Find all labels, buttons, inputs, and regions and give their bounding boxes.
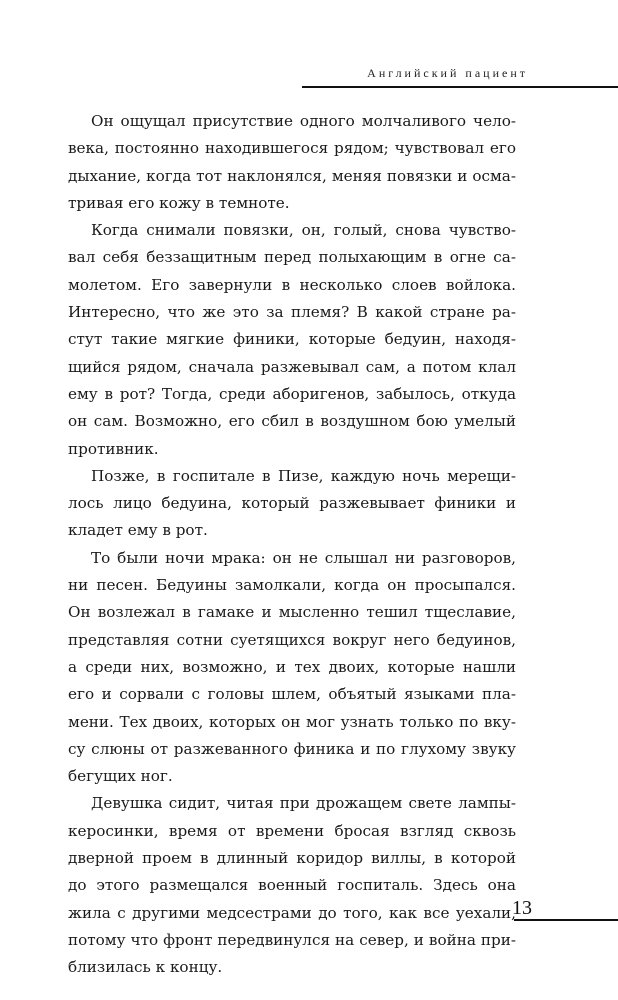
paragraph-4: То были ночи мрака: он не слышал ни разговоров, ни песен. Бедуины замолкали, когда он просыпался. Он возлежал в гамаке и мысленно тешил тщеславие, представляя сотни суетящихся вокруг него бедуинов, а среди них, возможно, и тех двоих, которые нашли его и сорвали с головы шлем, объятый языками пламени. Тех двоих, которых он мог узнать только по вкусу слюны от разжеванного финика и по глухому звуку бегущих ног.	[68, 548, 516, 786]
paragraph-1: Он ощущал присутствие одного молчаливого человека, постоянно находившегося рядом; чувствовал его дыхание, когда тот наклонялся, меняя повязки и осматривая его кожу в темноте.	[68, 112, 516, 212]
running-head-title: Английский пациент	[367, 66, 528, 80]
header-rule	[302, 86, 618, 88]
footer-rule	[514, 919, 618, 921]
page-number: 13	[512, 897, 532, 919]
body-text	[68, 108, 516, 982]
paragraph-2: Когда снимали повязки, он, голый, снова чувствовал себя беззащитным перед полыхающим в огне самолетом. Его завернули в несколько слоев войлока. Интересно, что же это за племя? В какой стране растут такие мягкие финики, которые бедуин, находящийся рядом, сначала разжевывал сам, а потом клал ему в рот? Тогда, среди аборигенов, забылось, откуда он сам. Возможно, его сбил в воздушном бою умелый противник.	[68, 221, 516, 458]
paragraph-3: Позже, в госпитале в Пизе, каждую ночь мерещилось лицо бедуина, который разжевывает финики и кладет ему в рот.	[68, 466, 516, 540]
paragraph-5: Девушка сидит, читая при дрожащем свете лампы-керосинки, время от времени бросая взгляд сквозь дверной проем в длинный коридор виллы, в которой до этого размещался военный госпиталь. Здесь она жила с другими медсестрами до того, как все уехали, потому что фронт передвинулся на север, и война приблизилась к концу.	[68, 794, 516, 977]
